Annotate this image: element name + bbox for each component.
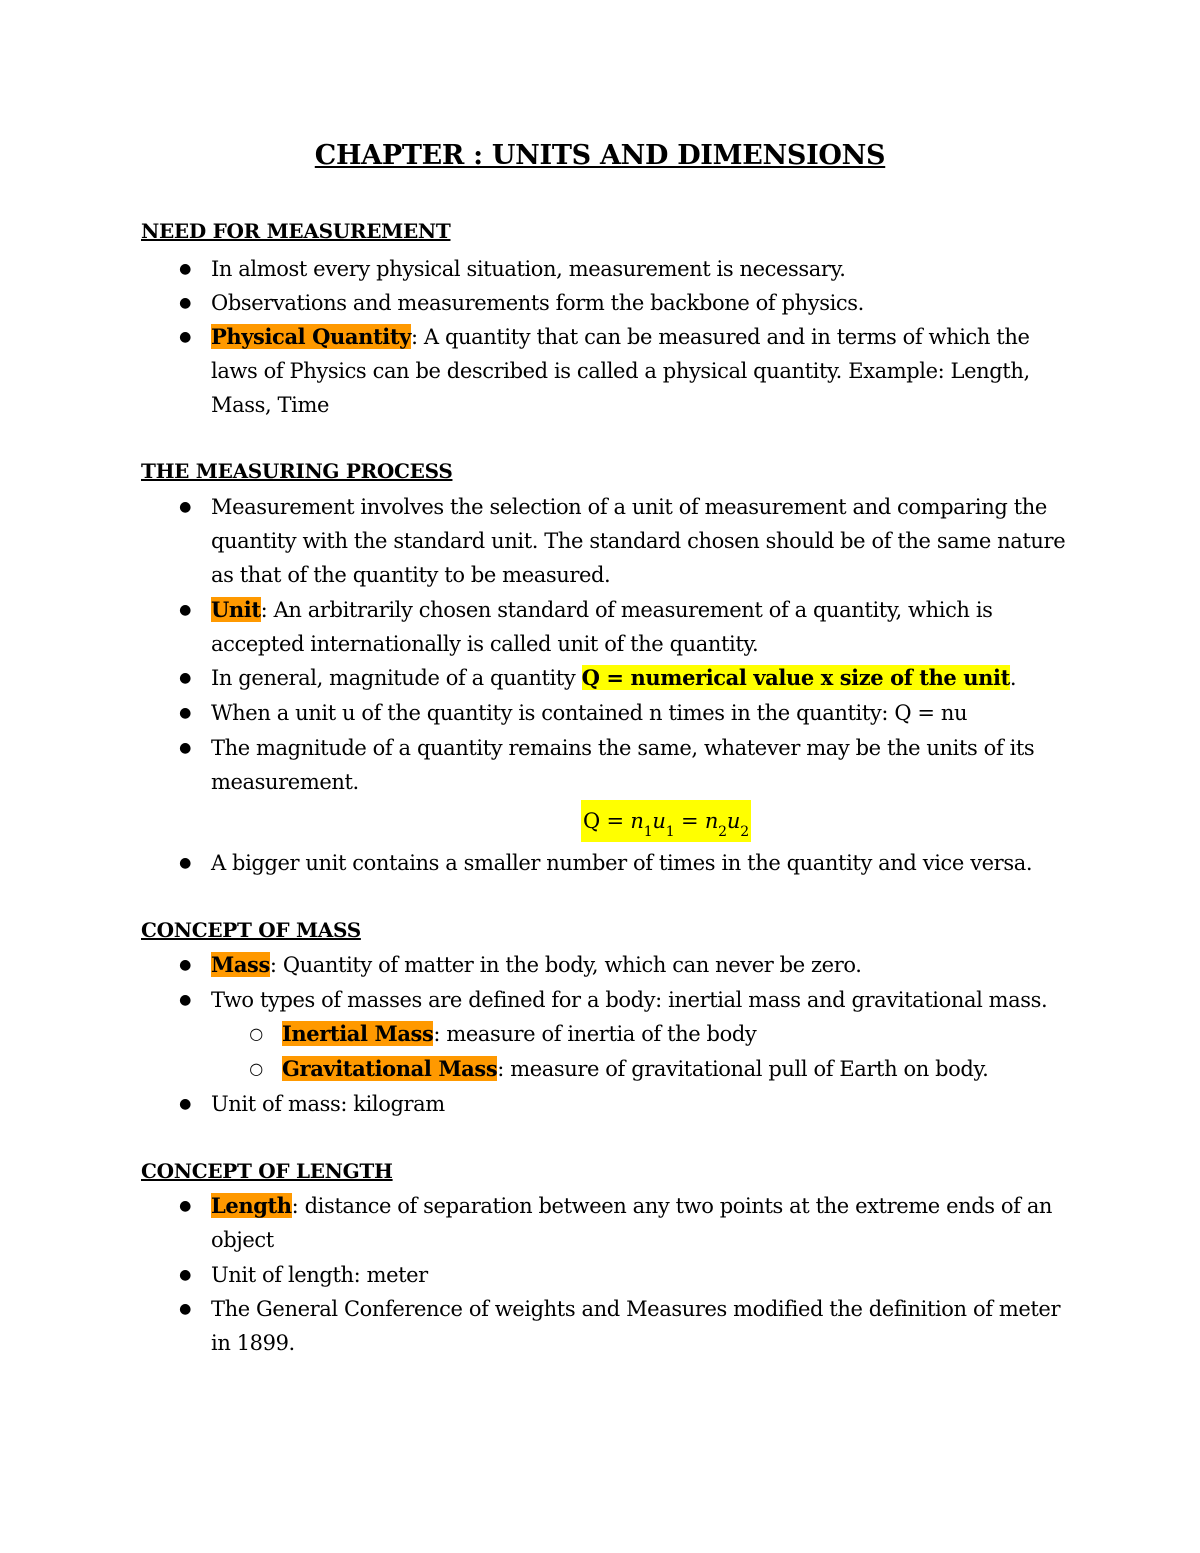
item-text: : An arbitrarily chosen standard of measurement of a quantity, which is accepted internationally is called unit of the quantity. bbox=[211, 598, 993, 656]
equation-equals: = bbox=[680, 809, 699, 833]
list-item bbox=[179, 696, 1071, 730]
bullet-icon: ● bbox=[179, 1096, 191, 1112]
sub-list-item bbox=[249, 1017, 1072, 1051]
list-item bbox=[179, 1292, 1071, 1360]
item-text: Unit of mass: kilogram bbox=[211, 1092, 445, 1116]
section-heading-length: CONCEPT OF LENGTH bbox=[141, 1159, 393, 1183]
item-text: The magnitude of a quantity remains the same, whatever may be the units of its measurement. bbox=[211, 736, 1035, 794]
bullet-icon: ● bbox=[179, 740, 191, 756]
item-text: A bigger unit contains a smaller number of times in the quantity and vice versa. bbox=[211, 851, 1033, 875]
equation-sub: 1 bbox=[665, 824, 675, 840]
list-item bbox=[179, 1189, 1071, 1257]
equation-n1: n bbox=[630, 809, 644, 833]
item-text-end: . bbox=[1009, 666, 1017, 690]
list-item bbox=[179, 320, 1071, 422]
bullet-icon: ● bbox=[179, 855, 191, 871]
term-unit: Unit bbox=[211, 597, 261, 622]
list-item bbox=[179, 983, 1071, 1017]
list-item bbox=[179, 846, 1071, 880]
bullet-icon: ● bbox=[179, 992, 191, 1008]
list-item bbox=[179, 1087, 1071, 1121]
equation-sub: 1 bbox=[643, 824, 653, 840]
list-item bbox=[179, 286, 1071, 320]
item-text: The General Conference of weights and Measures modified the definition of meter in 1899. bbox=[211, 1297, 1061, 1355]
term-gravitational-mass: Gravitational Mass bbox=[282, 1056, 498, 1081]
item-text: : measure of gravitational pull of Earth on body. bbox=[497, 1057, 989, 1081]
bullet-icon: ● bbox=[179, 295, 191, 311]
list-item bbox=[179, 661, 1071, 695]
equation-u1: u bbox=[652, 809, 666, 833]
chapter-title: CHAPTER : UNITS AND DIMENSIONS bbox=[314, 140, 886, 171]
item-text: : A quantity that can be measured and in terms of which the laws of Physics can be described is called a physical quantity. Example: Length, Mass, Time bbox=[211, 325, 1030, 417]
term-inertial-mass: Inertial Mass bbox=[282, 1021, 434, 1046]
term-mass: Mass bbox=[211, 952, 270, 977]
term-length: Length bbox=[211, 1193, 292, 1218]
sub-list-item bbox=[249, 1052, 1072, 1086]
list-item bbox=[179, 948, 1071, 982]
bullet-icon: ● bbox=[179, 1301, 191, 1317]
item-text: When a unit u of the quantity is contained n times in the quantity: Q = nu bbox=[211, 701, 968, 725]
bullet-icon: ● bbox=[179, 499, 191, 515]
hollow-bullet-icon: ○ bbox=[249, 1024, 263, 1043]
magnitude-formula-highlight: Q = numerical value x size of the unit bbox=[581, 665, 1010, 690]
equation-u2: u bbox=[726, 809, 741, 833]
item-text: Two types of masses are defined for a body: inertial mass and gravitational mass. bbox=[211, 988, 1048, 1012]
item-text: Unit of length: meter bbox=[211, 1263, 428, 1287]
equation-lhs: Q = bbox=[583, 809, 624, 833]
equation-sub: 2 bbox=[740, 824, 749, 840]
item-text: Observations and measurements form the backbone of physics. bbox=[211, 291, 864, 315]
item-text: : Quantity of matter in the body, which can never be zero. bbox=[269, 953, 862, 977]
item-text: Measurement involves the selection of a unit of measurement and comparing the quantity with the standard unit. The standard chosen should be of the same nature as that of the quantity to be measured. bbox=[211, 495, 1066, 587]
equation-sub: 2 bbox=[718, 824, 727, 840]
item-text: In general, magnitude of a quantity bbox=[211, 666, 582, 690]
bullet-icon: ● bbox=[179, 329, 191, 345]
hollow-bullet-icon: ○ bbox=[249, 1059, 263, 1078]
bullet-icon: ● bbox=[179, 602, 191, 618]
bullet-icon: ● bbox=[179, 705, 191, 721]
bullet-icon: ● bbox=[179, 1267, 191, 1283]
list-item bbox=[179, 1258, 1071, 1292]
equation-n2: n bbox=[704, 809, 719, 833]
bullet-icon: ● bbox=[179, 670, 191, 686]
bullet-icon: ● bbox=[179, 261, 191, 277]
list-item bbox=[179, 593, 1071, 661]
list-item bbox=[179, 490, 1071, 592]
term-physical-quantity: Physical Quantity bbox=[211, 324, 411, 349]
bullet-icon: ● bbox=[179, 957, 191, 973]
equation-q-n1u1-n2u2 bbox=[581, 800, 751, 842]
list-item bbox=[179, 252, 1071, 286]
section-heading-process: THE MEASURING PROCESS bbox=[141, 459, 453, 483]
item-text: In almost every physical situation, measurement is necessary. bbox=[211, 257, 846, 281]
item-text: : distance of separation between any two points at the extreme ends of an object bbox=[211, 1194, 1053, 1252]
item-text: : measure of inertia of the body bbox=[433, 1022, 757, 1046]
section-heading-mass: CONCEPT OF MASS bbox=[141, 918, 361, 942]
section-heading-measurement: NEED FOR MEASUREMENT bbox=[141, 219, 451, 243]
list-item bbox=[179, 731, 1071, 799]
bullet-icon: ● bbox=[179, 1198, 191, 1214]
